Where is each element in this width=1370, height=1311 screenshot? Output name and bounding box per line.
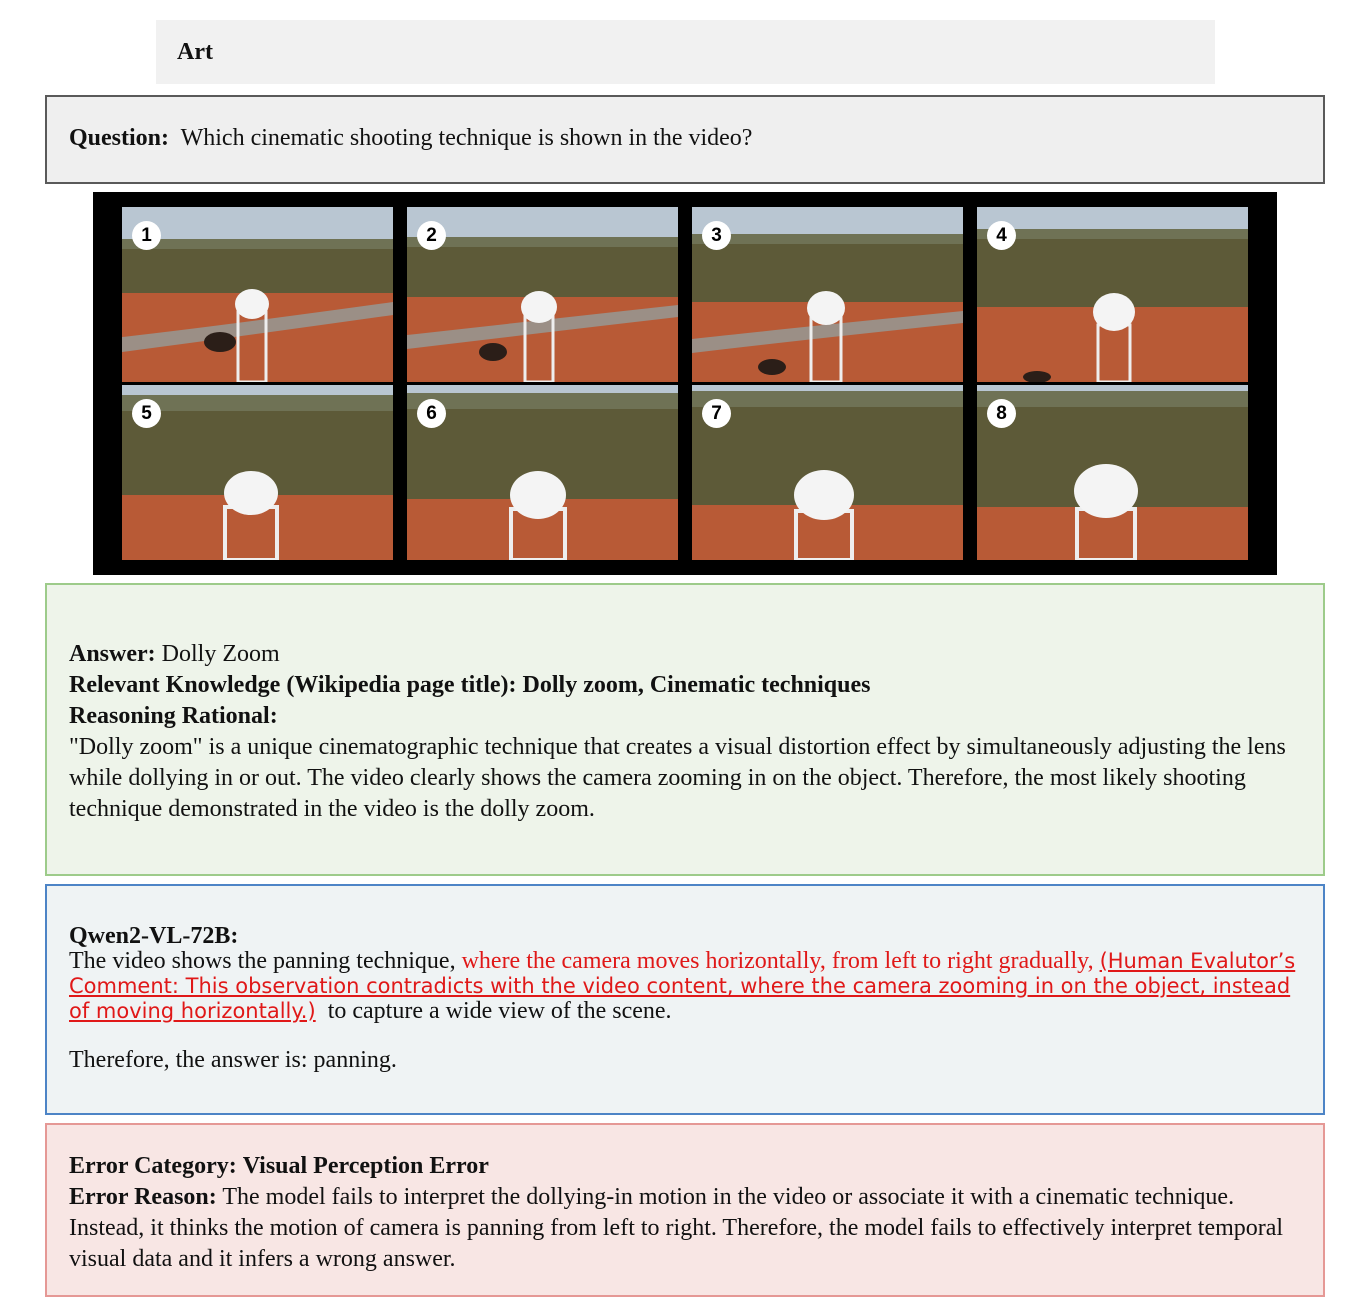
rationale-text: "Dolly zoom" is a unique cinematographic technique that creates a visual distortion effect by simultaneously adjusting the lens while dollying in or out. The video clearly shows the camera zooming in on the object. Therefore, the most likely shooting technique demonstrated in the video is the dolly zoom. [69, 734, 1286, 822]
video-frame [692, 207, 963, 382]
video-frame [122, 207, 393, 382]
model-conclusion: Therefore, the answer is: panning. [69, 1047, 397, 1073]
aerial-frame-image [692, 385, 963, 560]
aerial-frame-image [122, 385, 393, 560]
error-reason-text: The model fails to interpret the dollying-in motion in the video or associate it with a cinematic technique. Instead, it thinks the motion of camera is panning from left to right. Therefore, the model fails to effectively interpret temporal visual data and it infers a wrong answer. [69, 1184, 1284, 1272]
error-analysis-box [45, 1123, 1325, 1297]
aerial-frame-image [407, 207, 678, 382]
aerial-frame-image [407, 385, 678, 560]
error-category-line [69, 1151, 1309, 1182]
frame-number-badge: 4 [987, 221, 1016, 250]
response-text-before: The video shows the panning technique, [69, 948, 456, 974]
error-reason-label: Error Reason: [69, 1184, 217, 1210]
frame-number-badge: 8 [987, 399, 1016, 428]
aerial-frame-image [977, 207, 1248, 382]
response-error-text: where the camera moves horizontally, from left to right gradually, [461, 948, 1094, 974]
frame-number-badge: 2 [417, 221, 446, 250]
human-evaluator-comment: (Human Evalutor’s Comment: This observation contradicts with the video content, where the camera zooming in on the object, instead of moving horizontally.) [69, 949, 1296, 1023]
aerial-frame-image [122, 207, 393, 382]
error-category-label: Error Category: [69, 1153, 237, 1179]
error-reason-line [69, 1182, 1309, 1275]
knowledge-label: Relevant Knowledge (Wikipedia page title): [69, 672, 517, 698]
answer-line [69, 639, 1305, 670]
error-content [69, 1151, 1309, 1275]
error-category-text: Visual Perception Error [242, 1153, 489, 1179]
model-name: Qwen2-VL-72B: [69, 923, 239, 949]
aerial-frame-image [977, 385, 1248, 560]
model-name-line [69, 924, 1309, 949]
frame-number-badge: 5 [132, 399, 161, 428]
rationale-label: Reasoning Rational: [69, 703, 278, 729]
model-response-content [69, 924, 1309, 1073]
model-response-box [45, 884, 1325, 1115]
answer-content [69, 639, 1305, 825]
frame-number-badge: 3 [702, 221, 731, 250]
answer-box [45, 583, 1325, 876]
question-box [45, 95, 1325, 184]
aerial-frame-image [692, 207, 963, 382]
model-response-text [69, 949, 1309, 1024]
knowledge-text: Dolly zoom, Cinematic techniques [522, 672, 871, 698]
category-label: Art [177, 39, 213, 65]
frame-number-badge: 6 [417, 399, 446, 428]
video-frame [977, 207, 1248, 382]
category-bar [156, 20, 1215, 84]
video-frame [122, 385, 393, 560]
frame-number-badge: 7 [702, 399, 731, 428]
knowledge-line [69, 670, 1305, 701]
video-frame [977, 385, 1248, 560]
answer-label: Answer: [69, 641, 156, 667]
question-label: Question: [69, 125, 170, 151]
question-text: Which cinematic shooting technique is shown in the video? [180, 125, 753, 151]
rationale-line [69, 701, 1305, 732]
response-text-after: to capture a wide view of the scene. [327, 998, 672, 1024]
frame-number-badge: 1 [132, 221, 161, 250]
video-frame [407, 385, 678, 560]
video-frames-panel [93, 192, 1277, 575]
answer-text: Dolly Zoom [161, 641, 280, 667]
video-frame [407, 207, 678, 382]
question-line [69, 125, 752, 152]
video-frame [692, 385, 963, 560]
